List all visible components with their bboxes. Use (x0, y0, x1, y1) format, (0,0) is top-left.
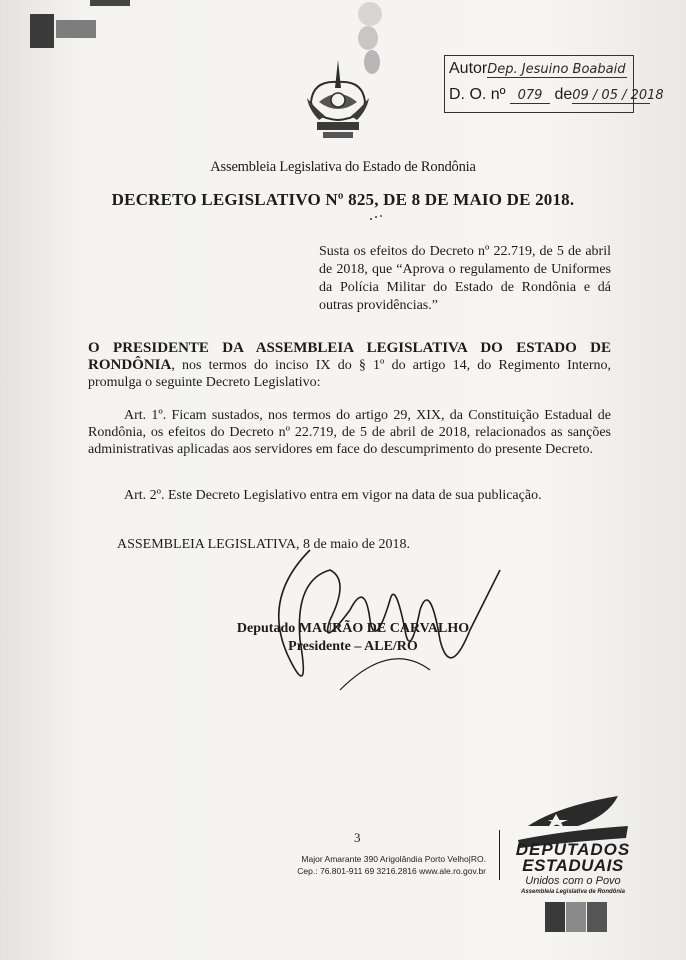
ementa-paragraph: Susta os efeitos do Decreto nº 22.719, de 5 de abril de 2018, que “Aprova o regulamento de Uniformes da Polícia Militar do Estado de Rondônia e dá outras providências.” (319, 244, 611, 313)
address-line-1: Major Amarante 390 Arigolândia Porto Velho|RO. (301, 854, 486, 864)
footer-divider (499, 830, 500, 880)
color-block (587, 902, 607, 932)
logo-line-1: DEPUTADOS (515, 840, 631, 859)
logo-line-2: ESTADUAIS (522, 856, 624, 875)
stamp-date-value: 09 / 05 / 2018 (572, 88, 664, 103)
place-date: ASSEMBLEIA LEGISLATIVA, 8 de maio de 2018. (117, 537, 410, 552)
stamp-do-number: 079 (510, 88, 550, 104)
stamp-do-row (449, 86, 664, 104)
preamble-paragraph (88, 340, 611, 391)
logo-line-4: Assembleia Legislativa de Rondônia (520, 889, 626, 895)
preamble-authority: O PRESIDENTE DA ASSEMBLEIA LEGISLATIVA DO ESTADO DE RONDÔNIA (88, 340, 611, 373)
logo-line-3: Unidos com o Povo (525, 875, 621, 887)
scan-artifact (90, 0, 130, 6)
stamp-autor-value: Dep. Jesuino Boabaid (487, 62, 626, 77)
signer-role: Presidente – ALE/RO (288, 639, 418, 654)
scan-artifact (30, 14, 54, 48)
ink-dots (368, 212, 386, 222)
stamp-date-label: de (554, 86, 573, 103)
footer-address (286, 853, 486, 877)
stamp-autor-label: Autor (449, 60, 488, 77)
article-2: Art. 2º. Este Decreto Legislativo entra em vigor na data de sua publicação. (124, 488, 542, 503)
signer-name: Deputado MAURÃO DE CARVALHO (236, 621, 470, 636)
scan-artifact (56, 20, 96, 38)
article-1: Art. 1º. Ficam sustados, nos termos do artigo 29, XIX, da Constituição Estadual de Rondônia, os efeitos do Decreto nº 22.719, de 5 de abril de 2018, relacionados as sanções administrativas aplicadas aos servidores em face do descumprimento do presente Decreto. (88, 408, 611, 457)
state-coat-of-arms-icon (305, 58, 371, 142)
institution-name: Assembleia Legislativa do Estado de Rondônia (210, 159, 476, 175)
stamp-do-label: D. O. nº (449, 86, 506, 103)
logo-color-blocks (545, 902, 607, 932)
color-block (566, 902, 586, 932)
document-title: DECRETO LEGISLATIVO Nº 825, DE 8 DE MAIO DE 2018. (111, 190, 575, 209)
protocol-stamp (444, 55, 664, 113)
color-block (545, 902, 565, 932)
page-number: 3 (354, 830, 361, 845)
preamble-text: , nos termos do inciso IX do § 1º do artigo 14, do Regimento Interno, promulga o seguinte Decreto Legislativo: (88, 358, 611, 390)
signer-block (0, 620, 686, 656)
address-line-2: Cep.: 76.801-911 69 3216.2816 www.ale.ro.gov.br (297, 866, 486, 876)
stamp-autor-row (449, 60, 627, 78)
logo-wordmark (508, 842, 638, 896)
